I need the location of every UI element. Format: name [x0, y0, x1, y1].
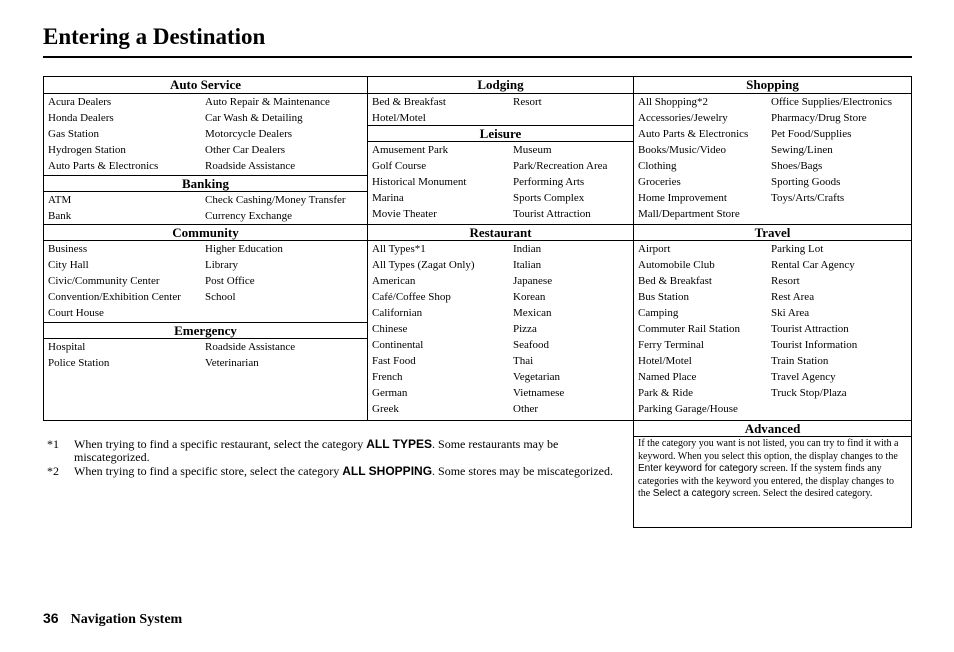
column-left — [43, 76, 368, 421]
page-title: Entering a Destination — [43, 24, 266, 49]
lodging-list — [368, 94, 633, 126]
auto-service-section — [44, 77, 367, 174]
category-item: Rental Car Agency — [771, 259, 855, 271]
category-item: School — [205, 291, 236, 303]
category-item: Ferry Terminal — [638, 339, 704, 351]
category-item: Clothing — [638, 160, 677, 172]
lodging-section — [368, 77, 633, 126]
category-item: Pizza — [513, 323, 537, 335]
advanced-text-2: screen. If the system finds any categories with the keyword you entered, the display changes to the — [638, 463, 895, 499]
category-item: Commuter Rail Station — [638, 323, 741, 335]
category-item: Tourist Attraction — [771, 323, 849, 335]
category-item: Accessories/Jewelry — [638, 112, 728, 124]
category-item: Californian — [372, 307, 423, 319]
banking-list — [44, 192, 367, 224]
category-item: Named Place — [638, 371, 697, 383]
advanced-description — [634, 437, 911, 501]
category-item: Resort — [771, 275, 800, 287]
category-item: Veterinarian — [205, 357, 259, 369]
category-item: German — [372, 387, 408, 399]
leisure-header: Leisure — [368, 125, 633, 142]
category-item: Post Office — [205, 275, 255, 287]
footnote-1 — [47, 438, 632, 464]
emergency-header: Emergency — [44, 322, 367, 339]
footnote-1-before: When trying to find a specific restaurant, select the category — [74, 437, 367, 451]
category-item: Museum — [513, 144, 552, 156]
category-item: City Hall — [48, 259, 89, 271]
advanced-text-1: If the category you want is not listed, you can try to find it with a keyword. When you select this option, the display changes to the — [638, 438, 899, 462]
category-item: American — [372, 275, 416, 287]
advanced-keyword-2: Select a category — [652, 488, 730, 499]
category-item: Acura Dealers — [48, 96, 112, 108]
category-item: Chinese — [372, 323, 408, 335]
category-item: All Types (Zagat Only) — [372, 259, 475, 271]
category-item: Pet Food/Supplies — [771, 128, 852, 140]
category-item: Police Station — [48, 357, 110, 369]
category-item: Roadside Assistance — [205, 160, 296, 172]
shopping-header: Shopping — [634, 77, 911, 94]
page-footer — [43, 610, 182, 628]
advanced-section — [634, 420, 911, 501]
category-item: Sporting Goods — [771, 176, 841, 188]
category-item: Seafood — [513, 339, 550, 351]
community-header: Community — [44, 224, 367, 241]
category-item: Convention/Exhibition Center — [48, 291, 181, 303]
category-item: Park & Ride — [638, 387, 693, 399]
category-item: Hydrogen Station — [48, 144, 126, 156]
category-item: Golf Course — [372, 160, 427, 172]
category-item: Hotel/Motel — [372, 112, 426, 124]
footnote-2-after: . Some stores may be miscategorized. — [432, 464, 613, 478]
category-item: Performing Arts — [513, 176, 585, 188]
category-item: Currency Exchange — [205, 210, 293, 222]
category-item: Sports Complex — [513, 192, 585, 204]
advanced-text-3: screen. Select the desired category. — [729, 488, 873, 499]
category-item: Motorcycle Dealers — [205, 128, 293, 140]
lodging-header: Lodging — [368, 77, 633, 94]
category-item — [205, 305, 363, 321]
column-middle — [367, 76, 634, 421]
category-item: Auto Parts & Electronics — [48, 160, 159, 172]
category-item: Mall/Department Store — [638, 208, 740, 220]
category-item: Bed & Breakfast — [638, 275, 712, 287]
restaurant-list — [368, 241, 633, 417]
footnotes — [47, 438, 632, 479]
category-item: Fast Food — [372, 355, 416, 367]
shopping-list — [634, 94, 911, 222]
category-item: Bed & Breakfast — [372, 96, 446, 108]
category-item: Travel Agency — [771, 371, 836, 383]
category-item: Vegetarian — [513, 371, 561, 383]
category-item: Café/Coffee Shop — [372, 291, 451, 303]
page-number: 36 — [43, 610, 59, 626]
footnote-2-before: When trying to find a specific store, select the category — [74, 464, 343, 478]
leisure-list — [368, 142, 633, 222]
category-item: Other Car Dealers — [205, 144, 286, 156]
restaurant-section — [368, 224, 633, 417]
category-item: Toys/Arts/Crafts — [771, 192, 845, 204]
category-item: Bus Station — [638, 291, 690, 303]
auto-service-list — [44, 94, 367, 174]
category-item: Higher Education — [205, 243, 283, 255]
footnote-2 — [47, 465, 632, 478]
category-item: French — [372, 371, 403, 383]
footnote-mark-2: *2 — [47, 464, 59, 478]
footnote-1-keyword: ALL TYPES — [366, 437, 433, 451]
category-item: Ski Area — [771, 307, 810, 319]
footnote-text-2 — [74, 465, 613, 478]
category-item: Train Station — [771, 355, 829, 367]
category-item: Indian — [513, 243, 542, 255]
category-item: Other — [513, 403, 539, 415]
category-item: Civic/Community Center — [48, 275, 160, 287]
title-rule — [43, 56, 912, 58]
category-item: Parking Garage/House — [638, 403, 738, 415]
category-item: Tourist Attraction — [513, 208, 591, 220]
category-item: Court House — [48, 307, 104, 319]
category-item: Gas Station — [48, 128, 100, 140]
category-item: Thai — [513, 355, 534, 367]
category-item: Auto Repair & Maintenance — [205, 96, 330, 108]
category-item: Rest Area — [771, 291, 815, 303]
category-item: Korean — [513, 291, 546, 303]
travel-section — [634, 224, 911, 417]
category-item — [771, 401, 907, 417]
category-item: Camping — [638, 307, 679, 319]
category-item: Hotel/Motel — [638, 355, 692, 367]
category-item: Resort — [513, 96, 542, 108]
category-item: Automobile Club — [638, 259, 715, 271]
category-item: Office Supplies/Electronics — [771, 96, 893, 108]
category-item: Home Improvement — [638, 192, 727, 204]
category-item: Airport — [638, 243, 671, 255]
category-item: Auto Parts & Electronics — [638, 128, 749, 140]
category-item: Park/Recreation Area — [513, 160, 608, 172]
travel-header: Travel — [634, 224, 911, 241]
category-item: Amusement Park — [372, 144, 449, 156]
banking-section — [44, 175, 367, 224]
category-item: Honda Dealers — [48, 112, 114, 124]
category-item: Continental — [372, 339, 424, 351]
advanced-header: Advanced — [634, 420, 911, 437]
category-item: Truck Stop/Plaza — [771, 387, 847, 399]
restaurant-header: Restaurant — [368, 224, 633, 241]
category-item — [513, 110, 629, 126]
footnote-2-keyword: ALL SHOPPING — [342, 464, 433, 478]
category-item: Shoes/Bags — [771, 160, 823, 172]
footnote-text-1 — [74, 438, 632, 464]
category-item: Car Wash & Detailing — [205, 112, 303, 124]
category-item: Tourist Information — [771, 339, 858, 351]
category-item: Hospital — [48, 341, 86, 353]
category-item: Books/Music/Video — [638, 144, 726, 156]
emergency-list — [44, 339, 367, 371]
advanced-keyword-1: Enter keyword for category — [638, 463, 758, 474]
footnote-mark-1: *1 — [47, 437, 59, 451]
banking-header: Banking — [44, 175, 367, 192]
category-item — [771, 206, 907, 222]
category-item: Movie Theater — [372, 208, 437, 220]
category-item: All Shopping*2 — [638, 96, 708, 108]
emergency-section — [44, 322, 367, 371]
category-item: Business — [48, 243, 88, 255]
section-name: Navigation System — [70, 612, 183, 627]
category-item: ATM — [48, 194, 72, 206]
category-item: Roadside Assistance — [205, 341, 296, 353]
category-item: Groceries — [638, 176, 681, 188]
auto-service-header: Auto Service — [44, 77, 367, 94]
category-item: Bank — [48, 210, 72, 222]
column-right — [633, 76, 912, 528]
community-section — [44, 224, 367, 321]
category-item: Parking Lot — [771, 243, 824, 255]
category-item: Vietnamese — [513, 387, 565, 399]
shopping-section — [634, 77, 911, 222]
category-item: All Types*1 — [372, 243, 426, 255]
footnote-1-after: . Some restaurants may be miscategorized. — [74, 437, 559, 464]
category-item: Check Cashing/Money Transfer — [205, 194, 346, 206]
category-item: Historical Monument — [372, 176, 467, 188]
category-item: Sewing/Linen — [771, 144, 833, 156]
leisure-section — [368, 125, 633, 222]
community-list — [44, 241, 367, 321]
category-item: Library — [205, 259, 238, 271]
category-item: Italian — [513, 259, 542, 271]
category-item: Pharmacy/Drug Store — [771, 112, 867, 124]
category-item: Mexican — [513, 307, 552, 319]
category-item: Marina — [372, 192, 404, 204]
category-item: Japanese — [513, 275, 553, 287]
category-item: Greek — [372, 403, 399, 415]
travel-list — [634, 241, 911, 417]
